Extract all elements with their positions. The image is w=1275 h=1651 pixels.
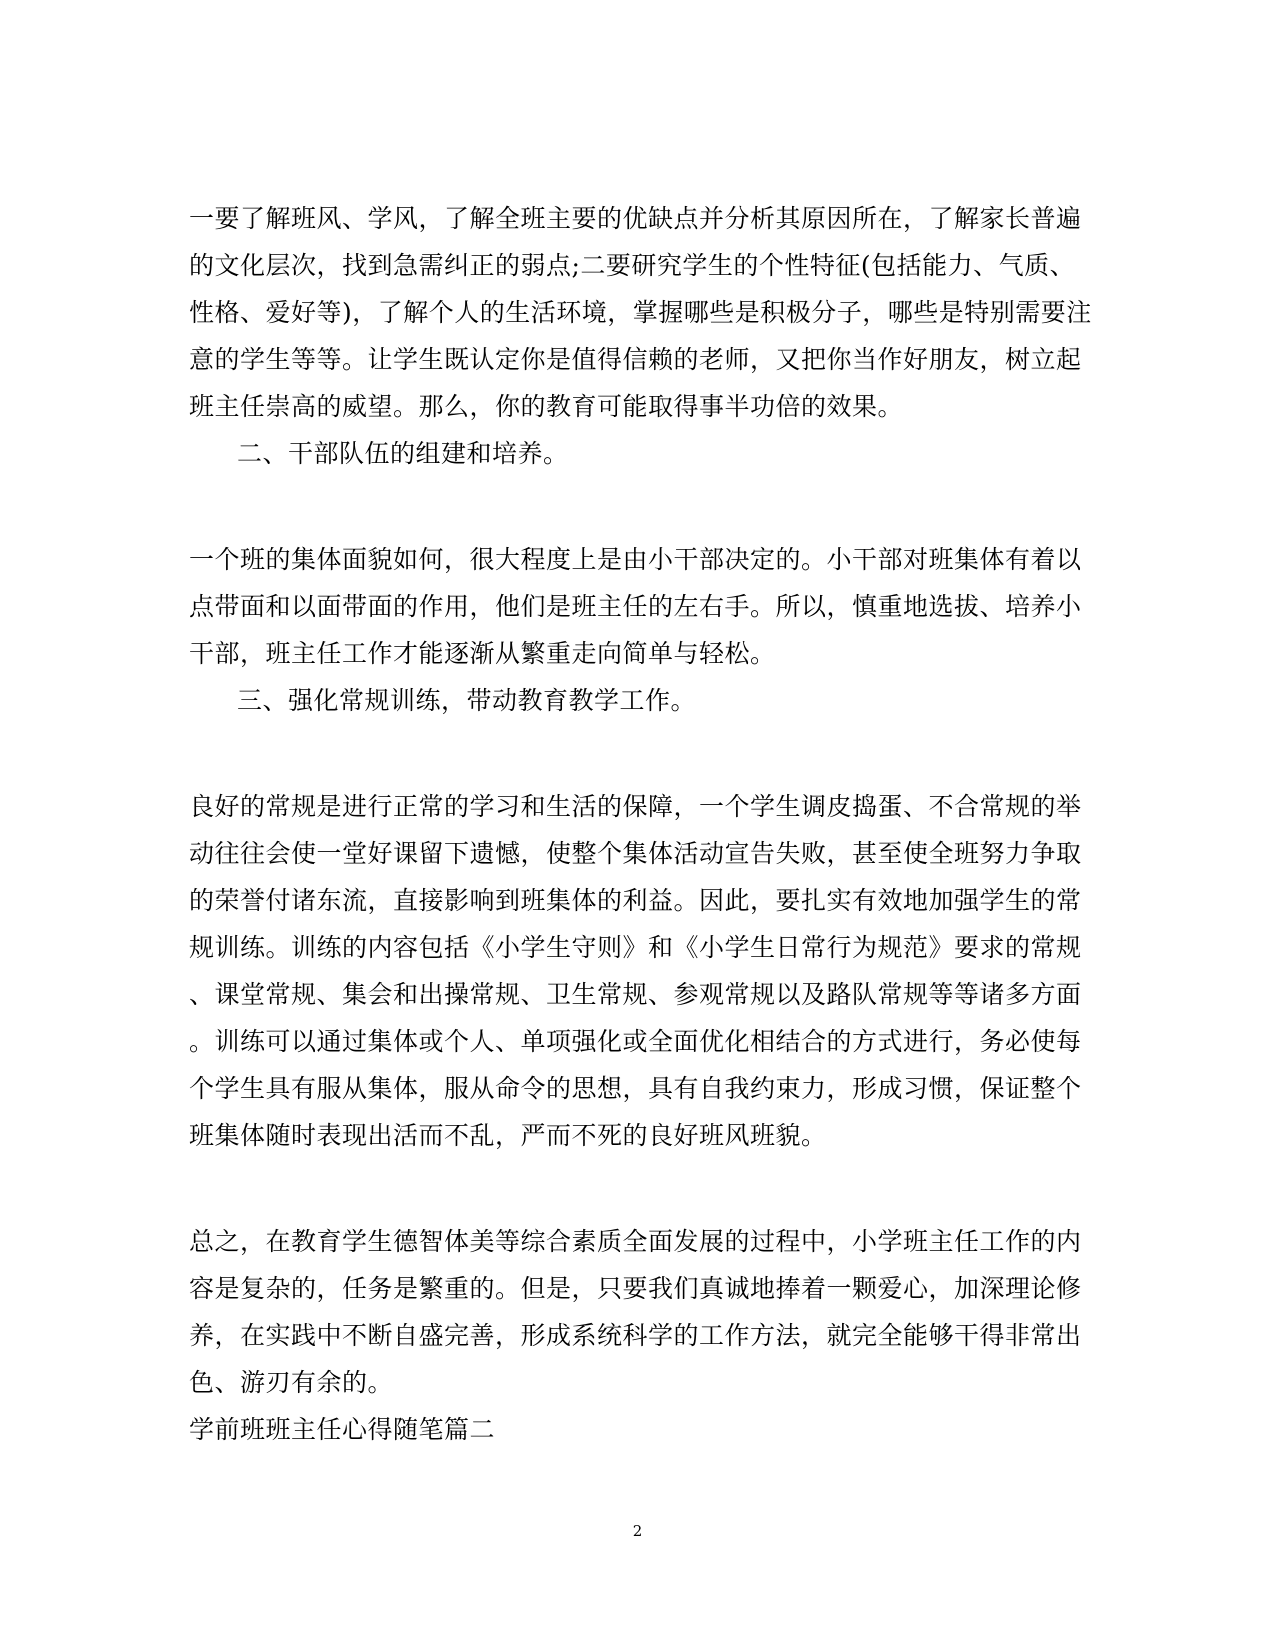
- paragraph-2-line-1: 一个班的集体面貌如何，很大程度上是由小干部决定的。小干部对班集体有着以: [189, 545, 1082, 574]
- section-heading-2: 二、干部队伍的组建和培养。: [237, 439, 569, 468]
- paragraph-3-line-7: 个学生具有服从集体，服从命令的思想，具有自我约束力，形成习惯，保证整个: [189, 1074, 1082, 1103]
- paragraph-2-line-2: 点带面和以面带面的作用，他们是班主任的左右手。所以，慎重地选拔、培养小: [189, 592, 1082, 621]
- paragraph-4-line-2: 容是复杂的，任务是繁重的。但是，只要我们真诚地捧着一颗爱心，加深理论修: [189, 1274, 1082, 1303]
- paragraph-4-line-1: 总之，在教育学生德智体美等综合素质全面发展的过程中，小学班主任工作的内: [189, 1227, 1082, 1256]
- paragraph-1-line-3: 性格、爱好等)，了解个人的生活环境，掌握哪些是积极分子，哪些是特别需要注: [189, 298, 1092, 327]
- page-number: 2: [632, 1522, 643, 1540]
- paragraph-4-line-4: 色、游刃有余的。: [189, 1368, 394, 1397]
- paragraph-3-line-2: 动往往会使一堂好课留下遗憾，使整个集体活动宣告失败，甚至使全班努力争取: [189, 839, 1082, 868]
- paragraph-2-line-3: 干部，班主任工作才能逐渐从繁重走向简单与轻松。: [189, 639, 776, 668]
- paragraph-1-line-2: 的文化层次，找到急需纠正的弱点;二要研究学生的个性特征(包括能力、气质、: [189, 251, 1076, 280]
- section-heading-3: 三、强化常规训练，带动教育教学工作。: [237, 686, 697, 715]
- paragraph-1-line-4: 意的学生等等。让学生既认定你是值得信赖的老师，又把你当作好朋友，树立起: [189, 345, 1082, 374]
- paragraph-4-line-3: 养，在实践中不断自盛完善，形成系统科学的工作方法，就完全能够干得非常出: [189, 1321, 1082, 1350]
- paragraph-3-line-8: 班集体随时表现出活而不乱，严而不死的良好班风班貌。: [189, 1121, 827, 1150]
- paragraph-3-line-1: 良好的常规是进行正常的学习和生活的保障，一个学生调皮捣蛋、不合常规的举: [189, 792, 1082, 821]
- paragraph-1-line-5: 班主任崇高的威望。那么，你的教育可能取得事半功倍的效果。: [189, 392, 904, 421]
- next-article-title: 学前班班主任心得随笔篇二: [189, 1415, 496, 1444]
- paragraph-1-line-1: 一要了解班风、学风，了解全班主要的优缺点并分析其原因所在，了解家长普遍: [189, 204, 1082, 233]
- paragraph-3-line-5: 、课堂常规、集会和出操常规、卫生常规、参观常规以及路队常规等等诸多方面: [189, 980, 1082, 1009]
- paragraph-3-line-3: 的荣誉付诸东流，直接影响到班集体的利益。因此，要扎实有效地加强学生的常: [189, 886, 1082, 915]
- paragraph-3-line-4: 规训练。训练的内容包括《小学生守则》和《小学生日常行为规范》要求的常规: [189, 933, 1082, 962]
- paragraph-3-line-6: 。训练可以通过集体或个人、单项强化或全面优化相结合的方式进行，务必使每: [189, 1027, 1082, 1056]
